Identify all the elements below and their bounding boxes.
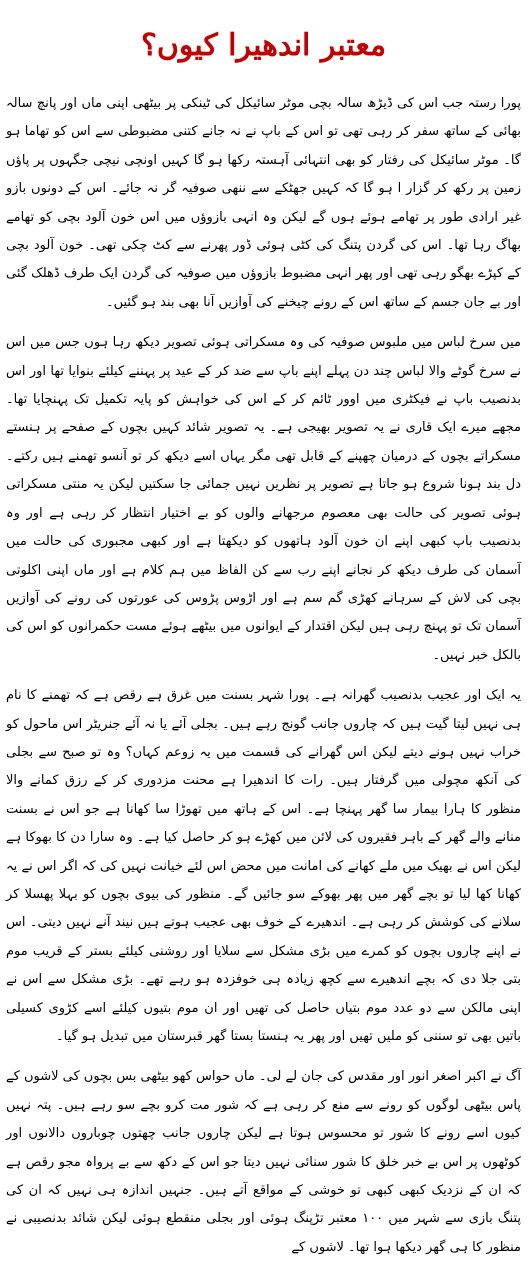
- article-page: [0, 26, 529, 1255]
- paragraph-3: یہ ایک اور عجیب بدنصیب گھرانہ ہے۔ پورا شہر بسنت میں غرق ہے رقص ہے کہ تھمنے کا نام ہی نہیں لیتا گیت ہیں کہ چاروں جانب گونج رہے ہیں۔ بجلی آئے یا نہ آئے جنریٹر اس ماحول کو خراب نہیں ہونے دیتے لیکن اس گھرانے کی قسمت میں یہ زوعم کہاں؟ وہ تو صبح سے بجلی کی آنکھ مچولی میں گرفتار ہیں۔ رات کا اندھیرا ہے محنت مزدوری کر کے رزق کمانے والا منظور کا ہارا بیمار سا گھر پہنچا ہے۔ اس کے ہاتھ میں تھوڑا سا کھانا ہے جو اس نے بسنت منانے والے گھر کے باہر فقیروں کی لائن میں کھڑے ہو کر حاصل کیا ہے۔ وہ سارا دن کا بھوکا ہے لیکن اس نے بھیک میں ملے کھانے کی امانت میں محض اس لئے خیانت نہیں کی کہ اگر اس نے یہ کھانا کھا لیا تو بچے گھر میں پھر بھوکے سو جائیں گے۔ منظور کی بیوی بچوں کو بہلا پھسلا کر سلانے کی کوشش کر رہی ہے۔ اندھیرے کے خوف بھی عجیب ہوتے ہیں نیند آنے نہیں دیتی۔ اس نے اپنے چاروں بچوں کو کمرے میں بڑی مشکل سے سلایا اور روشنی کیلئے بستر کے قریب موم بتی جلا دی کہ بچے اندھیرے سے کچھ زیادہ ہی خوفزدہ ہو رہے تھے۔ بڑی مشکل سے اس نے اپنی مالکن سے دو عدد موم بتیاں حاصل کی تھیں اور ان موم بتیوں کیلئے اسے کڑوی کسیلی باتیں بھی تو سننی کو ملیں تھیں اور پھر یہ ہنستا بستا گھر قبرستان میں تبدیل ہو گیا۔: [6, 688, 521, 1044]
- article-title: معتبر اندھیرا کیوں؟: [140, 28, 387, 63]
- article-body: [6, 90, 521, 1262]
- paragraph-1: پورا رستہ جب اس کی ڈیڑھ سالہ بچی موٹر سائیکل کی ٹینکی پر بیٹھی اپنی ماں اور پانچ سالہ بھائی کے ساتھ سفر کر رہی تھی تو اس کے باپ نے نہ جانے کتنی مضبوطی سے اس کو تھاما ہو گا۔ موٹر سائیکل کی رفتار کو بھی انتہائی آہستہ رکھا ہو گا کہیں اونچی نیچی جگہوں پر پاؤں زمین پر رکھ کر گزار ا ہو گا کہ کہیں جھٹکے سے ننھی صوفیہ گر نہ جائے۔ اس کے دونوں بازو غیر ارادی طور پر تھامے ہوئے ہوں گے لیکن وہ انہی بازوؤں میں اس خون آلود بچی کو تھامے بھاگ رہا تھا۔ اس کی گردن پتنگ کی کٹی ہوئی ڈور پھرنے سے کٹ چکی تھی۔ خون آلود بچی کے کپڑے بھگو رہی تھی اور پھر انہی مضبوط بازوؤں میں صوفیہ کی گردن ایک طرف ڈھلک گئی اور بے جان جسم کے ساتھ اس کے رونے چیخنے کی آوازیں آنا بھی بند ہو گئیں۔: [6, 96, 521, 310]
- paragraph-4: آگ نے اکبر اصغر انور اور مقدس کی جان لے لی۔ ماں حواس کھو بیٹھی بس بچوں کی لاشوں کے پاس بیٹھی لوگوں کو رونے سے منع کر رہی ہے کہ شور مت کرو بچے سو رہے ہیں۔ پتہ نہیں کیوں اسے رونے کا شور تو محسوس ہوتا ہے لیکن چاروں جانب چھتوں چوباروں دالانوں اور کوٹھوں پر اس بے خبر خلق کا شور سنائی نہیں دیتا جو اس کے دکھ سے بے پرواہ مجو رقص ہے کہ ان کے نزدیک کبھی کبھی تو خوشی کے مواقع آتے ہیں۔ جنہیں اندازہ ہی نہیں کہ ان کی پتنگ بازی سے شہر میں ۱۰۰ معتبر تڑپنگ ہوئی اور بجلی منقطع ہوئی لیکن شائد بدنصیبی نے منظور کا ہی گھر دیکھا ہوا تھا۔ لاشوں کے: [6, 1069, 521, 1255]
- paragraph-2: میں سرخ لباس میں ملبوس صوفیہ کی وہ مسکراتی ہوئی تصویر دیکھ رہا ہوں جس میں اس نے سرخ گوٹے والا لباس چند دن پہلے اپنے باپ سے ضد کر کے عید پر پہننے کیلئے بنوایا تھا اور اس بدنصیب باپ نے فیکٹری میں اوور ٹائم کر کے اس کی خواہش کو پایہ تکمیل تک پہنچایا تھا۔ مجھے میرے ایک قاری نے یہ تصویر بھیجی ہے۔ یہ تصویر شائد کہیں بچوں کے صفحے پر ہنستے مسکراتے بچوں کے درمیان چھپنے کے قابل تھی مگر یہاں اسے دیکھ کر تو آنسو تھمنے ہیں رکتے۔ دل بند ہونا شروع ہو جاتا ہے تصویر پر نظریں نہیں جمائی جا سکتیں لیکن یہ منتی مسکراتی ہوئی تصویر کی حالت بھی معصوم مرجھانے والوں کو بے اختیار انتظار کر رہی ہے اور وہ بدنصیب باپ کبھی اپنے ان خون آلود ہاتھوں کو دیکھتا ہے اور کبھی مجبوری کی حالت میں آسمان کی طرف دیکھ کر نجانے اپنے رب سے کن الفاظ میں ہم کلام ہے اور ماں اپنی اکلوتی بچی کی لاش کے سرہانے کھڑی گم سم ہے اور اڑوس پڑوس کی عورتوں کی رونے کی آوازیں آسمان تک تو پہنچ رہی ہیں لیکن اقتدار کے ایوانوں میں بیٹھے ہوئے مست حکمرانوں کو اس کی بالکل خبر نہیں۔: [6, 335, 521, 663]
